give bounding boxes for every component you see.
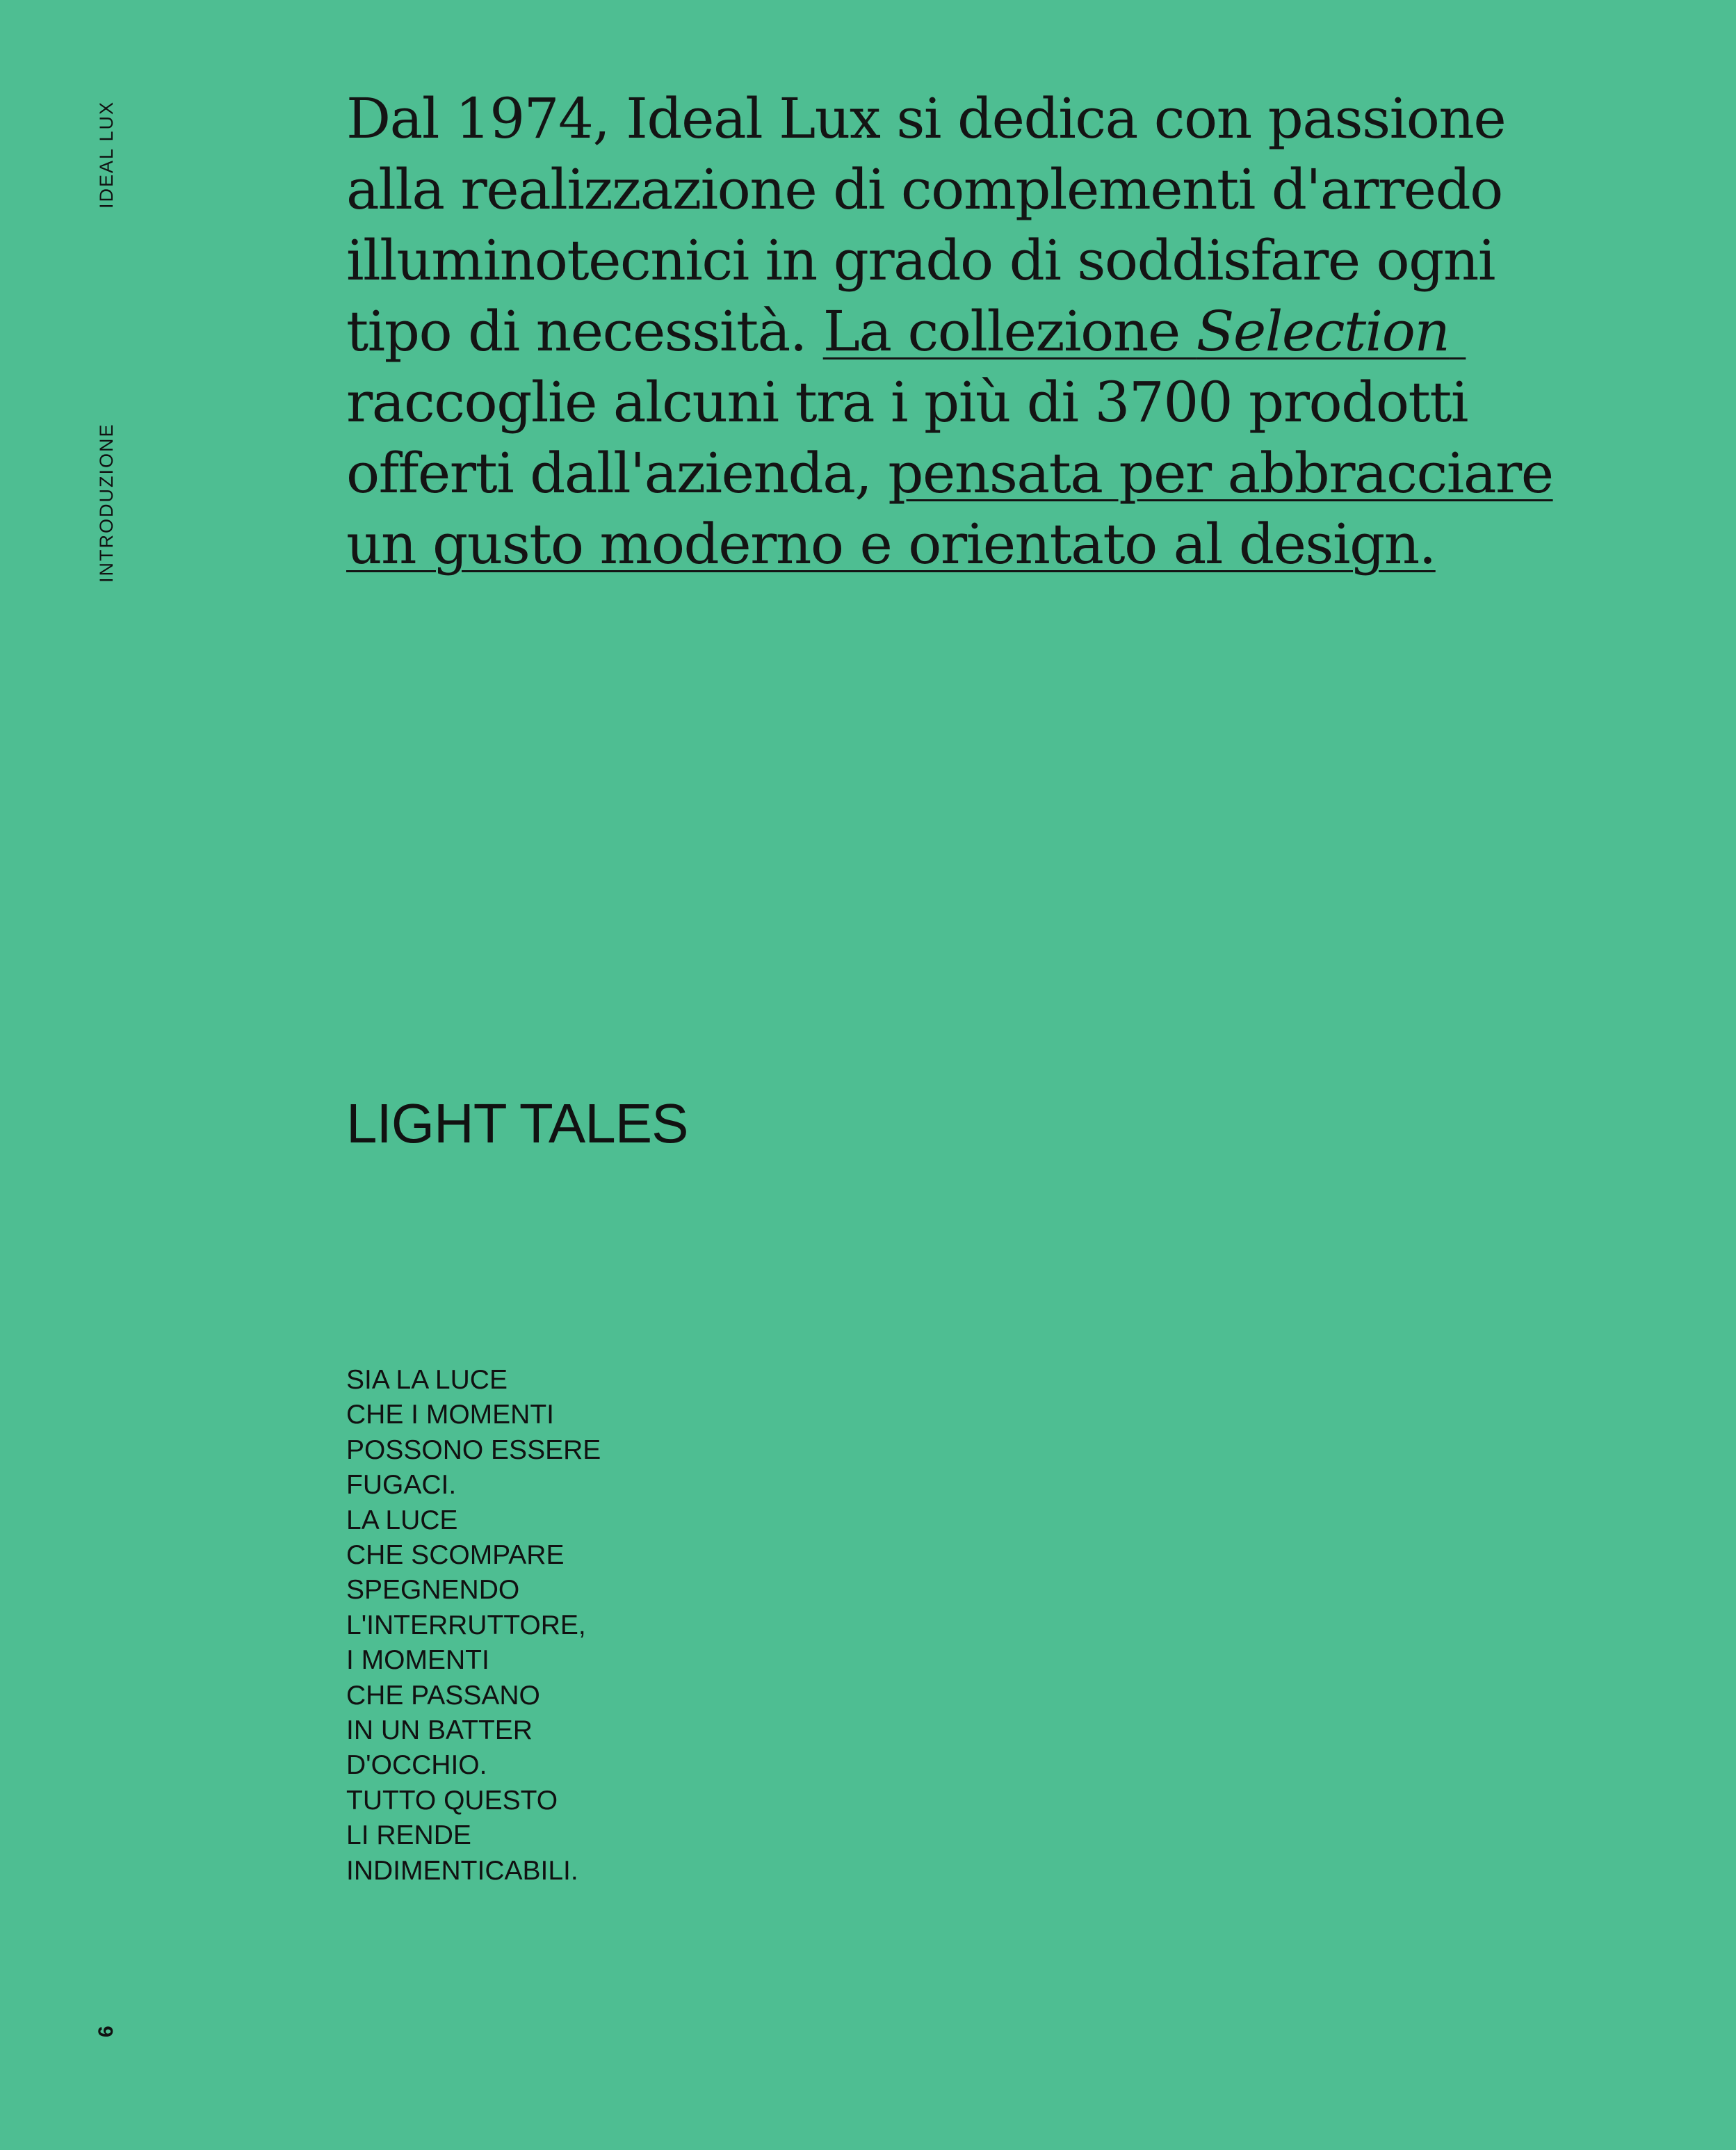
poem-line: FUGACI. [346, 1470, 457, 1501]
page-number: 6 [95, 2026, 117, 2037]
poem-line: SIA LA LUCE [346, 1365, 508, 1395]
poem-line: LA LUCE [346, 1505, 458, 1535]
intro-line-4-text: tipo di necessità. [346, 299, 823, 364]
section-heading: LIGHT TALES [346, 1092, 688, 1154]
design-link-part-2: un gusto moderno e orientato al design. [346, 512, 1436, 576]
poem-line: CHE SCOMPARE [346, 1540, 565, 1571]
intro-line-1: Dal 1974, Ideal Lux si dedica con passione [346, 86, 1506, 151]
poem-line: CHE I MOMENTI [346, 1400, 554, 1430]
intro-line-5: raccoglie alcuni tra i più di 3700 prodotti [346, 370, 1468, 435]
intro-line-3: illuminotecnici in grado di soddisfare ogni [346, 228, 1495, 293]
poem-line: TUTTO QUESTO [346, 1785, 558, 1816]
poem-line: INDIMENTICABILI. [346, 1855, 578, 1886]
collection-link-text: La collezione [822, 299, 1196, 364]
intro-line-4 [346, 296, 1667, 367]
intro-paragraph [346, 83, 1667, 580]
poem-line: SPEGNENDO [346, 1575, 520, 1606]
poem-line: L'INTERRUTTORE, [346, 1610, 586, 1640]
intro-line-7 [346, 509, 1667, 580]
section-label: INTRODUZIONE [96, 423, 117, 583]
poem-line: POSSONO ESSERE [346, 1434, 601, 1465]
intro-line-6-text: offerti dall'azienda, [346, 441, 889, 506]
collection-link [823, 299, 1466, 364]
poem-line: CHE PASSANO [346, 1680, 540, 1711]
poem-line: LI RENDE [346, 1820, 471, 1851]
collection-name: Selection [1196, 299, 1450, 364]
intro-line-6 [346, 438, 1667, 509]
poem-line: IN UN BATTER [346, 1715, 533, 1746]
poem [346, 1363, 601, 1889]
intro-line-2: alla realizzazione di complementi d'arredo [346, 157, 1502, 222]
design-link-part-1: pensata per abbracciare [888, 441, 1553, 506]
poem-line: D'OCCHIO. [346, 1750, 487, 1781]
brand-label: IDEAL LUX [96, 100, 117, 209]
poem-line: I MOMENTI [346, 1645, 489, 1676]
